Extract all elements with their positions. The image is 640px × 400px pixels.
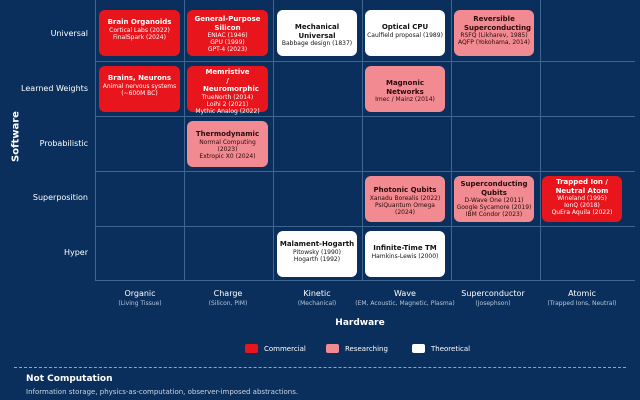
- card-title: Brain Organoids: [107, 18, 172, 26]
- not-computation-subtitle: Information storage, physics-as-computation, observer-imposed abstractions.: [26, 388, 299, 396]
- card-line: Extropic X0 (2024): [199, 152, 256, 160]
- card-line: GPU (1999): [210, 39, 245, 46]
- card-mechanical-universal: [277, 10, 357, 56]
- card-reversible-superconducting: [454, 10, 534, 56]
- card-line: (~600M BC): [121, 89, 158, 97]
- card-title: Memristive / Neuromorphic: [203, 68, 259, 93]
- card-title: Infinite-Time TM: [373, 244, 437, 252]
- column-name: Superconductor: [461, 289, 525, 298]
- card-title: Magnonic Networks: [385, 79, 425, 96]
- grid-line: [273, 0, 274, 281]
- row-label-hyper: Hyper: [63, 248, 88, 257]
- card-title: Mechanical Universal: [294, 23, 340, 40]
- card-line: Cortical Labs (2022): [109, 26, 170, 34]
- card-title: Trapped Ion / Neutral Atom: [555, 178, 609, 195]
- card-line: Google Sycamore (2019): [456, 204, 532, 211]
- legend-item-commercial: [245, 344, 306, 353]
- grid-line: [362, 0, 363, 281]
- legend-swatch: [326, 344, 339, 353]
- card-title: Malament-Hogarth: [279, 240, 355, 248]
- card-line: Hogarth (1992): [293, 255, 341, 263]
- card-memristive-neuromorphic: [187, 66, 268, 115]
- row-label-universal: Universal: [50, 29, 88, 38]
- card-line: TrueNorth (2014): [201, 93, 254, 101]
- legend-label: Researching: [345, 344, 388, 353]
- column-subtitle: (Mechanical): [297, 300, 337, 307]
- card-line: AQFP (Yokohama, 2014): [458, 39, 530, 46]
- card-line: Mythic Analog (2022): [195, 107, 260, 115]
- column-subtitle: (Living Tissue): [118, 300, 162, 307]
- card-title: Superconducting Qubits: [460, 180, 528, 197]
- card-title: General-Purpose Silicon: [194, 15, 261, 32]
- card-infinite-time-tm: [365, 231, 445, 277]
- column-subtitle: (EM, Acoustic, Magnetic, Plasma): [355, 300, 455, 307]
- grid-line: [540, 0, 541, 281]
- card-photonic-qubits: [365, 176, 445, 222]
- row-label-probabilistic: Probabilistic: [39, 139, 88, 148]
- card-line: IonQ (2018): [564, 202, 600, 209]
- card-line: GPT-4 (2023): [207, 46, 248, 53]
- column-subtitle: (Josephson): [475, 300, 511, 307]
- column-name: Wave: [394, 289, 416, 298]
- card-line: Wineland (1995): [557, 195, 607, 202]
- card-superconducting-qubits: [454, 176, 534, 222]
- card-magnonic-networks: [365, 66, 445, 112]
- grid-line: [95, 61, 635, 62]
- card-general-purpose-silicon: [187, 10, 268, 56]
- card-line: QuEra Aquila (2022): [551, 209, 613, 216]
- column-name: Atomic: [568, 289, 596, 298]
- card-line: Babbage design (1837): [281, 40, 353, 47]
- section-divider: [14, 367, 626, 368]
- legend-swatch: [245, 344, 258, 353]
- grid-line: [95, 116, 635, 117]
- card-brain-organoids: [99, 10, 180, 56]
- legend-item-theoretical: [412, 344, 470, 353]
- row-label-learned-weights: Learned Weights: [21, 84, 88, 93]
- column-subtitle: (Silicon, PIM): [208, 300, 248, 307]
- card-title: Brains, Neurons: [107, 74, 172, 82]
- card-line: PsiQuantum Omega (2024): [375, 201, 435, 216]
- legend-label: Theoretical: [431, 344, 471, 353]
- card-title: Optical CPU: [381, 23, 429, 31]
- grid-line: [95, 280, 635, 281]
- grid-line: [184, 0, 185, 281]
- card-line: Xanadu Borealis (2022): [369, 194, 441, 202]
- card-optical-cpu: [365, 10, 445, 56]
- grid-line: [95, 171, 635, 172]
- card-line: Animal nervous systems: [102, 82, 177, 90]
- column-label-atomic: [532, 289, 632, 307]
- card-line: Imec / Mainz (2014): [375, 96, 435, 103]
- card-malament-hogarth: [277, 231, 357, 277]
- not-computation-title: Not Computation: [26, 374, 113, 384]
- card-title: Thermodynamic: [195, 130, 260, 138]
- grid-line: [451, 0, 452, 281]
- card-line: Caulfield proposal (1989): [367, 31, 443, 39]
- card-trapped-ion-neutral-atom: [542, 176, 622, 222]
- card-line: Pitowsky (1990): [293, 248, 341, 256]
- legend-label: Commercial: [264, 344, 306, 353]
- card-line: D-Wave One (2011): [464, 197, 524, 204]
- card-line: Loihi 2 (2021): [206, 100, 249, 108]
- column-name: Kinetic: [303, 289, 331, 298]
- card-title: Reversible Superconducting: [464, 15, 532, 32]
- card-line: FinalSpark (2024): [113, 33, 166, 41]
- card-line: RSFQ (Likharev, 1985): [460, 32, 528, 39]
- card-line: IBM Condor (2023): [465, 211, 523, 218]
- column-name: Charge: [213, 289, 243, 298]
- card-thermodynamic: [187, 121, 268, 167]
- column-label-superconductor: [448, 289, 538, 307]
- card-brains-neurons: [99, 66, 180, 112]
- card-line: Normal Computing (2023): [199, 138, 256, 153]
- x-axis-title: Hardware: [335, 318, 385, 328]
- column-label-charge: [183, 289, 273, 307]
- card-line: ENIAC (1946): [207, 32, 248, 39]
- grid-line: [95, 0, 96, 281]
- legend-swatch: [412, 344, 425, 353]
- row-label-superposition: Superposition: [32, 193, 88, 202]
- y-axis-title: Software: [10, 111, 22, 162]
- legend-item-researching: [326, 344, 388, 353]
- column-label-organic: [95, 289, 185, 307]
- card-title: Photonic Qubits: [373, 186, 437, 194]
- column-name: Organic: [124, 289, 156, 298]
- card-line: Hamkins-Lewis (2000): [371, 252, 439, 260]
- grid-line: [95, 226, 635, 227]
- column-subtitle: (Trapped Ions, Neutral): [547, 300, 617, 307]
